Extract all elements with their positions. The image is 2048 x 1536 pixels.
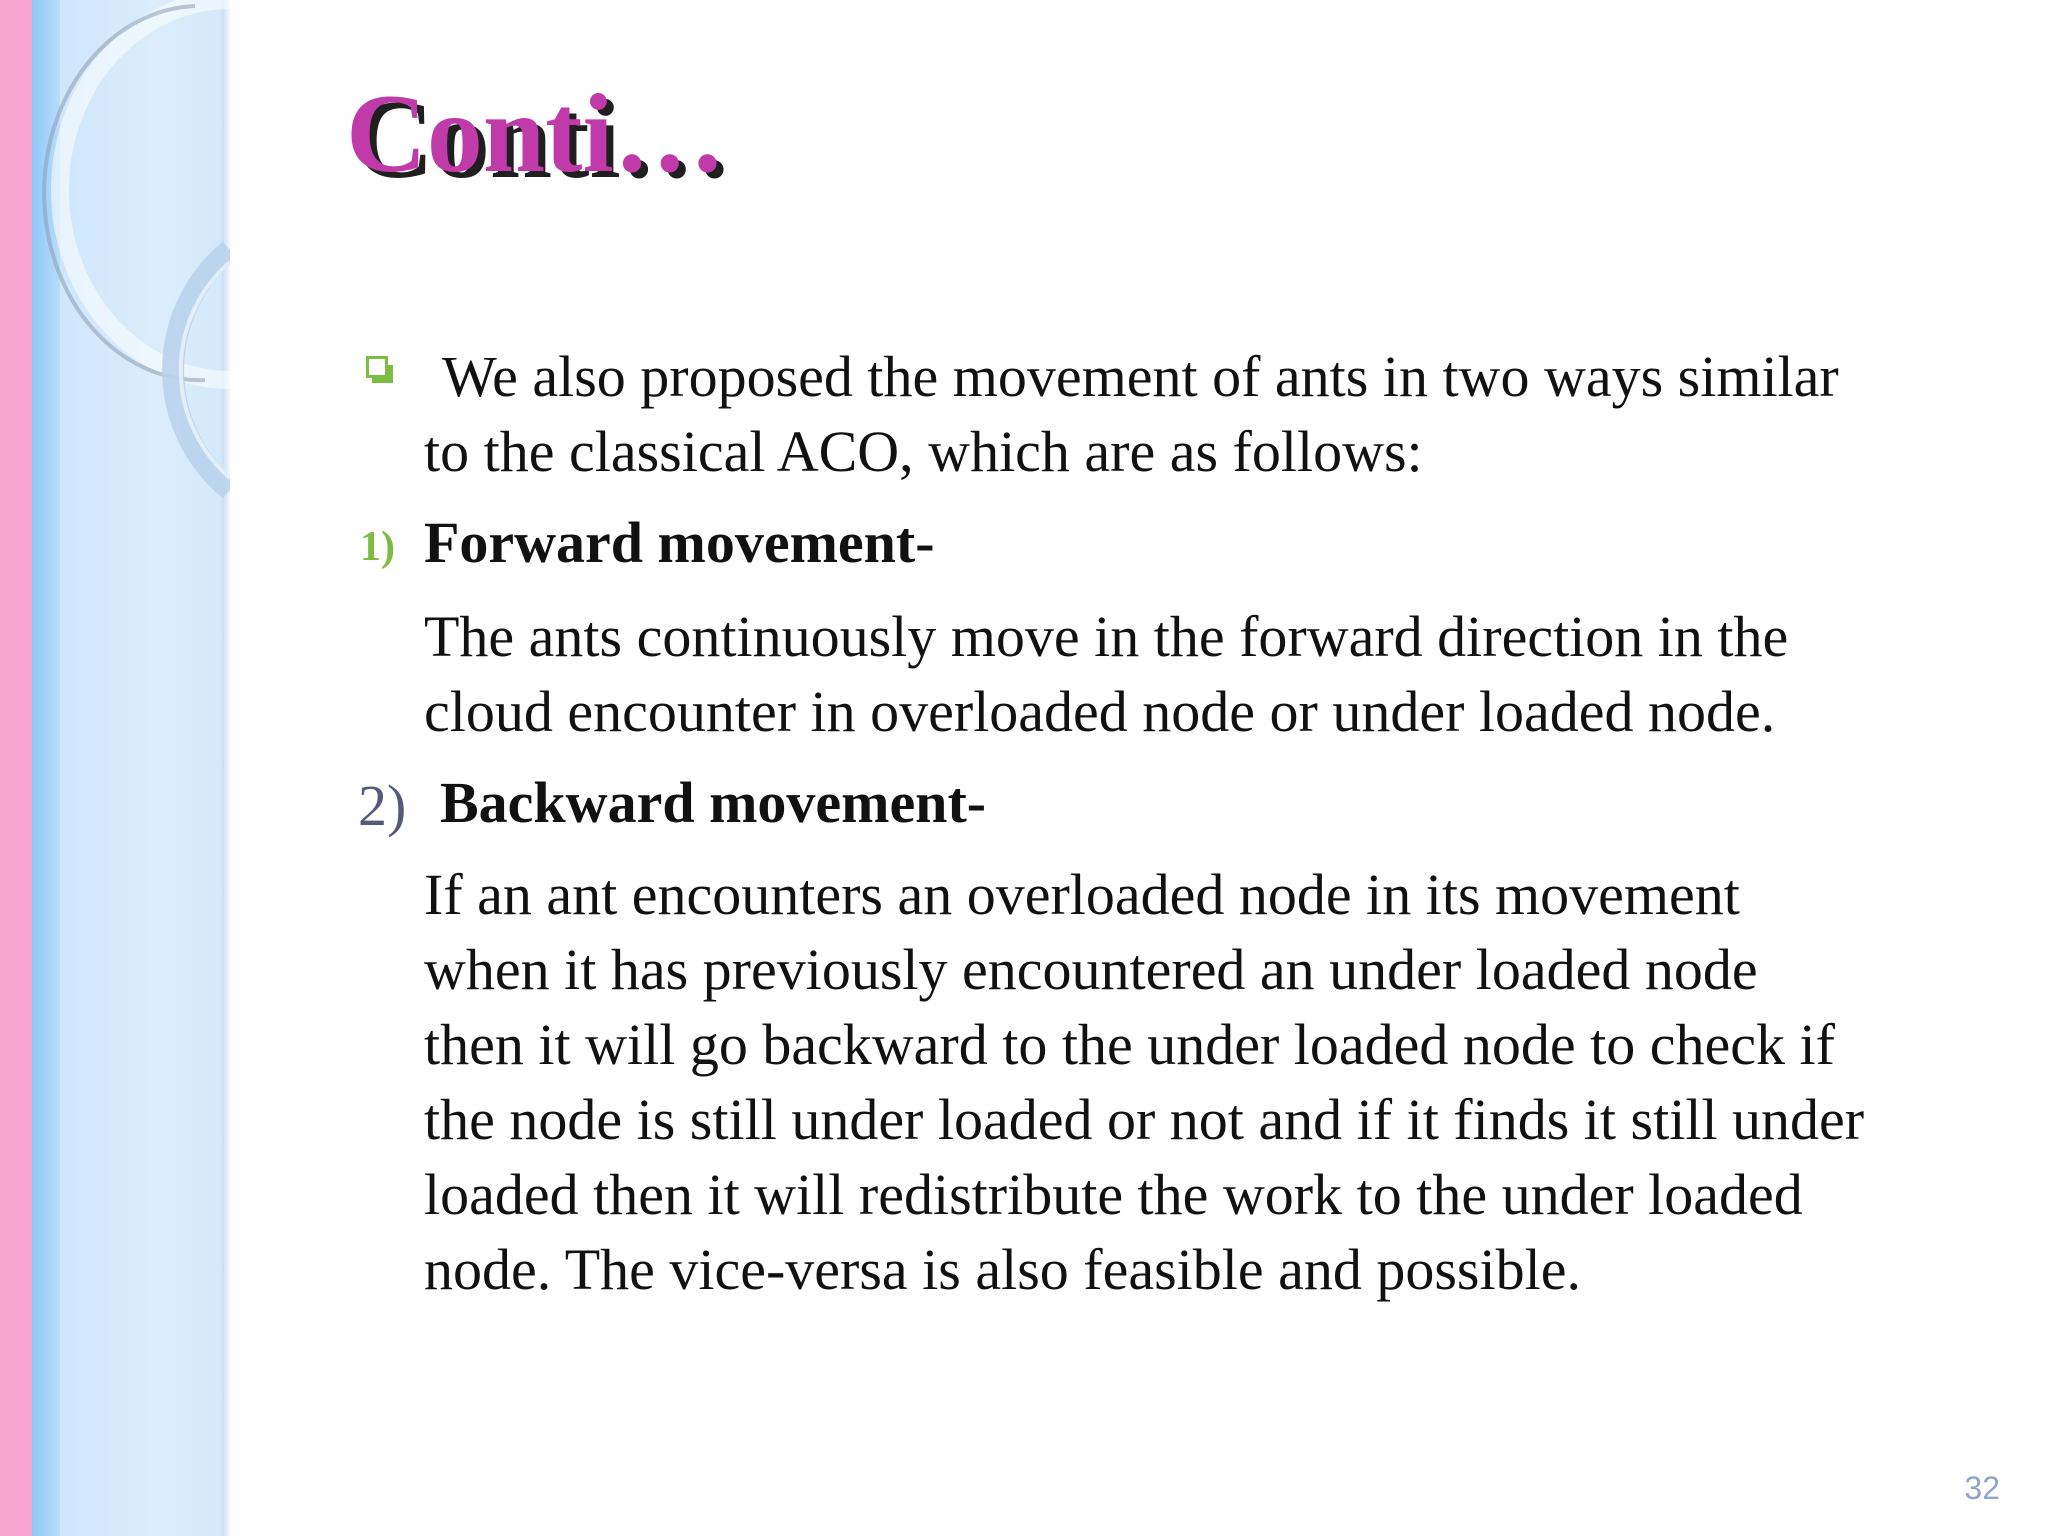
item-1-number: 1): [360, 524, 395, 570]
item-2-line-1: If an ant encounters an overloaded node in its movement: [424, 862, 1740, 927]
item-2-line-3: then it will go backward to the under loaded node to check if: [424, 1012, 1835, 1077]
item-1-heading: Forward movement-: [424, 510, 935, 575]
item-2-line-6: node. The vice-versa is also feasible and possible.: [424, 1237, 1581, 1302]
item-2-line-5: loaded then it will redistribute the work to the under loaded: [424, 1162, 1803, 1227]
checkbox-bullet-icon: [366, 356, 388, 378]
slide-number: 32: [1964, 1470, 2000, 1506]
item-2-line-4: the node is still under loaded or not and if it finds it still under: [424, 1087, 1865, 1152]
item-2-line-2: when it has previously encountered an under loaded node: [424, 937, 1758, 1002]
item-1-line-2: cloud encounter in overloaded node or under loaded node.: [424, 679, 1776, 744]
intro-line-1: We also proposed the movement of ants in two ways similar: [442, 344, 1839, 409]
item-2-heading: Backward movement-: [440, 770, 987, 835]
intro-line-2: to the classical ACO, which are as follows:: [424, 419, 1423, 484]
slide-title: Conti…: [346, 72, 726, 196]
decorative-rings: [0, 0, 230, 520]
item-2-number: 2): [358, 773, 407, 838]
item-1-line-1: The ants continuously move in the forward direction in the: [424, 604, 1789, 669]
